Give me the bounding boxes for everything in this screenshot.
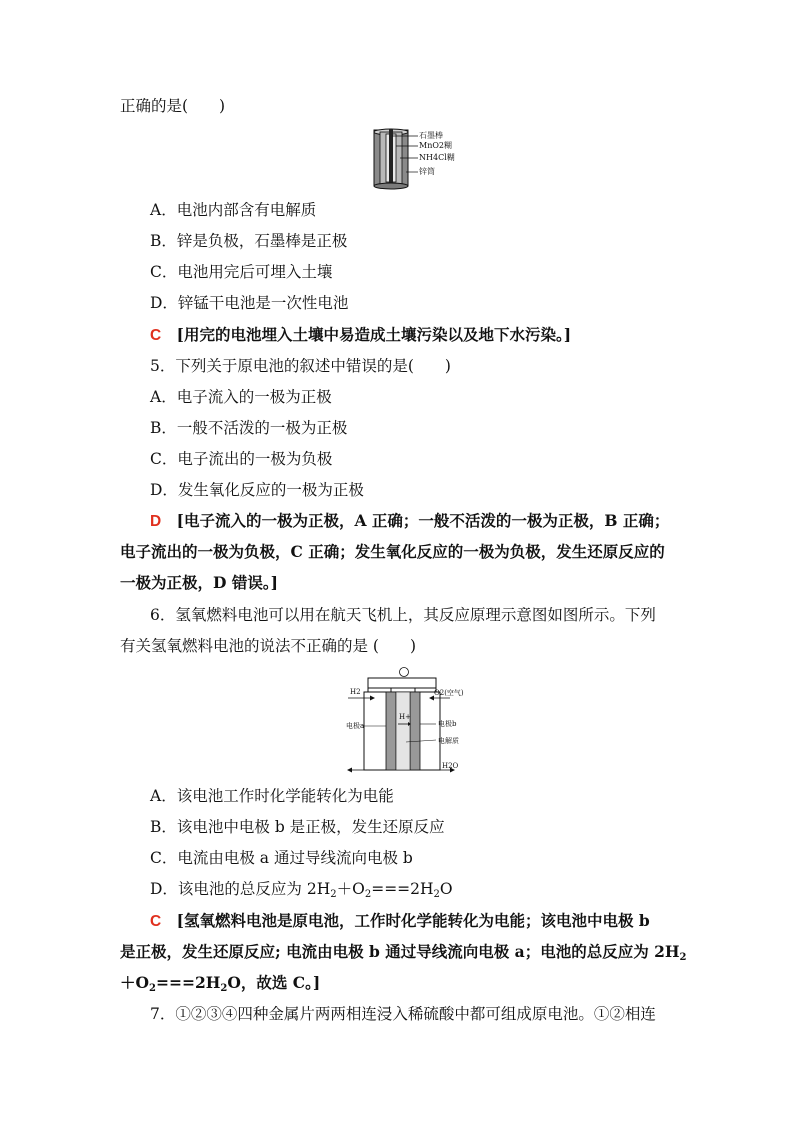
q6-option-a: A．该电池工作时化学能转化为电能 [150,787,394,805]
q5-stem: 5．下列关于原电池的叙述中错误的是( ) [150,357,451,375]
q5-answer-line2: 电子流出的一极为负极，C 正确；发生氧化反应的一极为负极，发生还原反应的 [120,542,665,561]
q4-answer-letter: C [150,327,162,344]
dry-cell-figure [370,128,455,190]
label-o2-air: O2(空气) [434,689,464,697]
q6-answer-line2: 是正极，发生还原反应; 电流由电极 b 通过导线流向电极 a；电池的总反应为 $2H_2$ [120,942,687,963]
q6-stem-line2: 有关氢氧燃料电池的说法不正确的是 ( ) [120,637,417,655]
q6-answer-line3: $+O_2===2H_2O$，故选 C。] [120,973,321,994]
label-h2o-outlet: H2O [442,762,459,770]
q5-answer-text1: [电子流入的一极为正极，A 正确；一般不活泼的一极为正极，B 正确； [176,511,670,530]
label-nh4cl-paste: NH4Cl糊 [419,153,455,162]
q5-answer-line1 [150,511,669,532]
label-h-plus: H+ [399,713,411,721]
q5-option-a: A．电子流入的一极为正极 [150,388,332,406]
q5-option-c: C．电子流出的一极为负极 [150,450,333,468]
label-electrode-b: 电极b [438,720,457,728]
q4-answer [150,325,571,346]
q6-option-b: B．该电池中电极 b 是正极，发生还原反应 [150,818,445,836]
fuel-cell-figure [330,666,470,778]
q6-option-d: D．该电池的总反应为 $2H_2+O_2===2H_2O$ [150,880,453,900]
q6-answer-text1: [氢氧燃料电池是原电池，工作时化学能转化为电能；该电池中电极 b [176,911,650,930]
q4-option-c: C．电池用完后可埋入土壤 [150,263,333,281]
q7-stem: 7．①②③④四种金属片两两相连浸入稀硫酸中都可组成原电池。①②相连 [150,1005,656,1023]
q6-answer-letter: C [150,913,162,930]
q6-stem-line1: 6．氢氧燃料电池可以用在航天飞机上，其反应原理示意图如图所示。下列 [150,606,656,624]
q5-option-b: B．一般不活泼的一极为正极 [150,419,348,437]
label-electrode-a: 电极a [346,722,365,730]
label-zinc-can: 锌筒 [419,167,435,176]
label-h2-inlet: H2 [350,688,361,696]
q4-option-d: D．锌锰干电池是一次性电池 [150,294,349,312]
lead-line: 正确的是( ) [120,97,226,115]
q5-option-d: D．发生氧化反应的一极为正极 [150,481,364,499]
label-electrolyte: 电解质 [438,737,459,745]
q4-option-a: A．电池内部含有电解质 [150,201,317,219]
label-mno2-paste: MnO2糊 [419,141,452,150]
q6-option-c: C．电流由电极 a 通过导线流向电极 b [150,849,413,867]
q5-answer-letter: D [150,513,162,530]
q4-answer-text: [用完的电池埋入土壤中易造成土壤污染以及地下水污染。] [176,325,572,344]
label-graphite-rod: 石墨棒 [419,131,443,140]
q5-answer-line3: 一极为正极，D 错误。] [120,573,278,592]
q6-answer-line1 [150,911,650,932]
q4-option-b: B．锌是负极，石墨棒是正极 [150,232,348,250]
